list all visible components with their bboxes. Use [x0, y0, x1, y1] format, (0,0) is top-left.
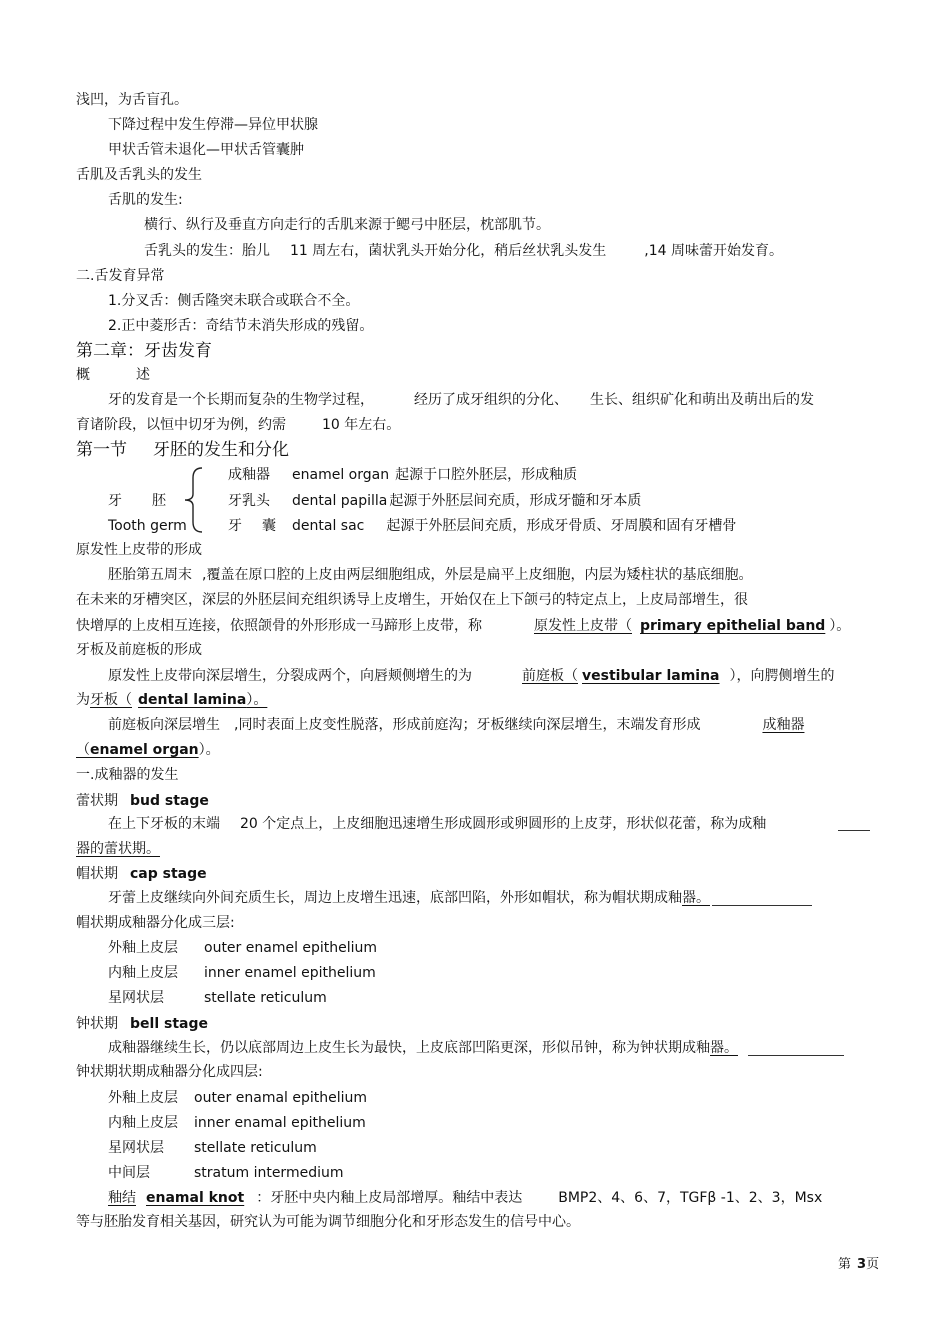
text-line: 舌肌的发生:: [108, 192, 183, 208]
text-segment: 牙胚的发生和分化: [153, 440, 289, 460]
text-line: 钟状期状期成釉器分化成四层:: [76, 1064, 263, 1080]
text-segment: ,同时表面上皮变性脱落，形成前庭沟；牙板继续向深层增生，末端发育形成: [234, 717, 701, 733]
text-line: [76, 617, 850, 635]
text-line: [108, 391, 814, 409]
term-underlined: [76, 742, 199, 758]
tooth-germ-label: [108, 492, 166, 510]
text-segment: 起源于外胚层间充质，形成牙骨质、牙周膜和固有牙槽骨: [386, 518, 737, 534]
term-underlined: [90, 692, 267, 708]
subheading: 舌肌及舌乳头的发生: [76, 167, 202, 183]
text-segment: 3: [857, 1257, 867, 1272]
text-segment: 蕾状期: [76, 793, 118, 809]
text-segment: 前庭板向深层增生: [108, 717, 220, 733]
text-segment: enamel organ: [292, 467, 390, 483]
term-en: dental lamina: [138, 692, 247, 708]
text-line: [108, 1189, 822, 1207]
stage-heading: [76, 792, 209, 810]
text-segment: 概: [76, 367, 90, 383]
text-line: 浅凹，为舌盲孔。: [76, 92, 188, 108]
page-number: [838, 1253, 879, 1272]
text-segment: 成釉器继续生长，仍以底部周边上皮生长为最快，上皮底部凹陷更深，形似吊钟，称为钟状期成釉: [108, 1040, 710, 1056]
underline-rule: [748, 1055, 844, 1056]
term-en: bud stage: [130, 793, 209, 809]
text-segment: 第: [838, 1257, 852, 1272]
text-line: [108, 667, 835, 685]
text-segment: inner enamel epithelium: [204, 965, 376, 981]
stage-heading: [76, 1015, 208, 1033]
text-segment: 前庭板（: [522, 668, 578, 684]
text-line: [144, 242, 783, 260]
text-segment: 10 年左右。: [322, 417, 401, 433]
text-segment: 原发性上皮带向深层增生，分裂成两个，向唇颊侧增生的为: [108, 668, 472, 684]
text-segment: 在上下牙板的末端: [108, 816, 220, 832]
text-segment: 内釉上皮层: [108, 965, 178, 981]
layer-row: [108, 1089, 367, 1107]
term-underlined: 器。: [682, 890, 710, 906]
text-segment: ）。: [198, 742, 220, 758]
section-label: [76, 366, 150, 384]
layer-row: [108, 1139, 317, 1157]
term-en: enamal knot: [146, 1190, 245, 1206]
enamel-organ-row: [228, 466, 577, 484]
text-line: [108, 1039, 738, 1057]
text-line: [76, 416, 400, 434]
text-segment: ,14 周味蕾开始发育。: [644, 243, 783, 259]
dental-sac-row: [228, 517, 736, 535]
underline-rule: [838, 830, 870, 831]
stage-heading: [76, 865, 207, 883]
term-en: vestibular lamina: [582, 668, 720, 684]
text-line: [76, 691, 267, 709]
text-segment: 页: [866, 1257, 880, 1272]
text-segment: 快增厚的上皮相互连接，依照颌骨的外形形成一马蹄形上皮带，称: [76, 618, 482, 634]
text-segment: inner enamal epithelium: [194, 1115, 366, 1131]
text-line: 1.分叉舌：侧舌隆突未联合或联合不全。: [108, 293, 360, 309]
text-segment: 牙的发育是一个长期而复杂的生物学过程，: [108, 392, 374, 408]
text-segment: ：牙胚中央内釉上皮局部增厚。釉结中表达: [256, 1190, 523, 1206]
text-line: 横行、纵行及垂直方向走行的舌肌来源于鳃弓中胚层，枕部肌节。: [144, 217, 550, 233]
text-segment: 牙: [228, 518, 242, 534]
term-en: primary epithelial band: [640, 618, 826, 634]
text-line: 等与胚胎发育相关基因，研究认为可能为调节细胞分化和牙形态发生的信号中心。: [76, 1214, 580, 1230]
text-segment: ,覆盖在原口腔的上皮由两层细胞组成，外层是扁平上皮细胞，内层为矮柱状的基底细胞。: [202, 567, 753, 583]
text-segment: 胚胎第五周末: [108, 567, 192, 583]
text-line: 下降过程中发生停滞—异位甲状腺: [108, 117, 318, 133]
text-segment: 中间层: [108, 1165, 150, 1181]
chapter-heading: 第二章：牙齿发育: [76, 341, 212, 361]
text-segment: 11 周左右，菌状乳头开始分化，稍后丝状乳头发生: [290, 243, 607, 259]
dental-papilla-row: [228, 492, 641, 510]
text-segment: stellate reticulum: [204, 990, 327, 1006]
text-segment: 生长、组织矿化和萌出及萌出后的发: [590, 392, 814, 408]
text-segment: 牙: [108, 493, 122, 509]
text-segment: 起源于外胚层间充质，形成牙髓和牙本质: [389, 493, 642, 509]
text-segment: 牙板（: [90, 692, 132, 708]
text-segment: 星网状层: [108, 1140, 164, 1156]
text-line: [108, 889, 710, 907]
text-line: [76, 741, 220, 759]
subheading: 一.成釉器的发生: [76, 767, 179, 783]
text-segment: BMP2、4、6、7，TGFβ -1、2、3，Msx: [558, 1190, 823, 1206]
term-en: bell stage: [130, 1016, 208, 1032]
text-segment: dental papilla: [292, 493, 388, 509]
text-segment: ）。: [829, 618, 851, 634]
text-segment: 釉结: [108, 1190, 136, 1206]
text-segment: outer enamal epithelium: [194, 1090, 368, 1106]
text-segment: ），向腭侧增生的: [729, 668, 835, 684]
text-segment: 舌乳头的发生：胎儿: [144, 243, 270, 259]
text-segment: 经历了成牙组织的分化、: [414, 392, 568, 408]
text-segment: 内釉上皮层: [108, 1115, 178, 1131]
text-segment: outer enamel epithelium: [204, 940, 378, 956]
term-en: enamel organ: [90, 742, 199, 758]
layer-row: [108, 939, 377, 957]
text-segment: dental sac: [292, 518, 365, 534]
text-segment: 胚: [152, 493, 166, 509]
text-segment: 成釉器: [228, 467, 270, 483]
text-segment: 外釉上皮层: [108, 1090, 178, 1106]
term-underlined: [108, 1190, 244, 1206]
text-segment: 第一节: [76, 440, 127, 460]
text-line: 在未来的牙槽突区，深层的外胚层间充组织诱导上皮增生，开始仅在上下颌弓的特定点上，上皮局部增生，很: [76, 592, 748, 608]
text-line: 2.正中菱形舌：奇结节未消失形成的残留。: [108, 318, 374, 334]
text-segment: stellate reticulum: [194, 1140, 317, 1156]
text-segment: ）。: [246, 692, 268, 708]
term-underlined: [534, 618, 829, 634]
subheading: 二.舌发育异常: [76, 268, 165, 284]
text-segment: 囊: [262, 518, 276, 534]
text-line: 器的蕾状期。: [76, 841, 160, 857]
subheading: 牙板及前庭板的形成: [76, 642, 202, 658]
text-segment: （: [76, 742, 90, 758]
text-segment: 钟状期: [76, 1016, 118, 1032]
text-segment: 述: [136, 367, 150, 383]
brace-icon: [182, 466, 204, 534]
text-segment: 原发性上皮带（: [534, 618, 632, 634]
text-line: [108, 716, 804, 734]
text-segment: 帽状期: [76, 866, 118, 882]
text-line: [108, 566, 752, 584]
text-segment: 为: [76, 692, 90, 708]
text-line: 甲状舌管未退化—甲状舌管囊肿: [108, 142, 304, 158]
subheading: 原发性上皮带的形成: [76, 542, 202, 558]
text-segment: 外釉上皮层: [108, 940, 178, 956]
layer-row: [108, 989, 327, 1007]
layer-row: [108, 964, 376, 982]
layer-row: [108, 1114, 366, 1132]
text-line: [108, 815, 766, 833]
term-underlined: 成釉器: [762, 717, 805, 733]
text-segment: 星网状层: [108, 990, 164, 1006]
layer-row: [108, 1164, 343, 1182]
text-segment: stratum intermedium: [194, 1165, 344, 1181]
term-underlined: [522, 668, 730, 684]
text-segment: 牙蕾上皮继续向外间充质生长，周边上皮增生迅速，底部凹陷，外形如帽状，称为帽状期成釉: [108, 890, 682, 906]
text-segment: 牙乳头: [228, 493, 270, 509]
term-underlined: 器。: [710, 1040, 738, 1056]
section-heading: [76, 439, 289, 461]
text-line: 帽状期成釉器分化成三层:: [76, 915, 235, 931]
tooth-germ-en: Tooth germ: [108, 518, 187, 534]
text-segment: 育诸阶段，以恒中切牙为例，约需: [76, 417, 286, 433]
term-en: cap stage: [130, 866, 207, 882]
text-segment: 起源于口腔外胚层，形成釉质: [395, 467, 578, 483]
underline-rule: [712, 905, 812, 906]
text-segment: 20 个定点上，上皮细胞迅速增生形成圆形或卵圆形的上皮芽，形状似花蕾，称为成釉: [240, 816, 767, 832]
